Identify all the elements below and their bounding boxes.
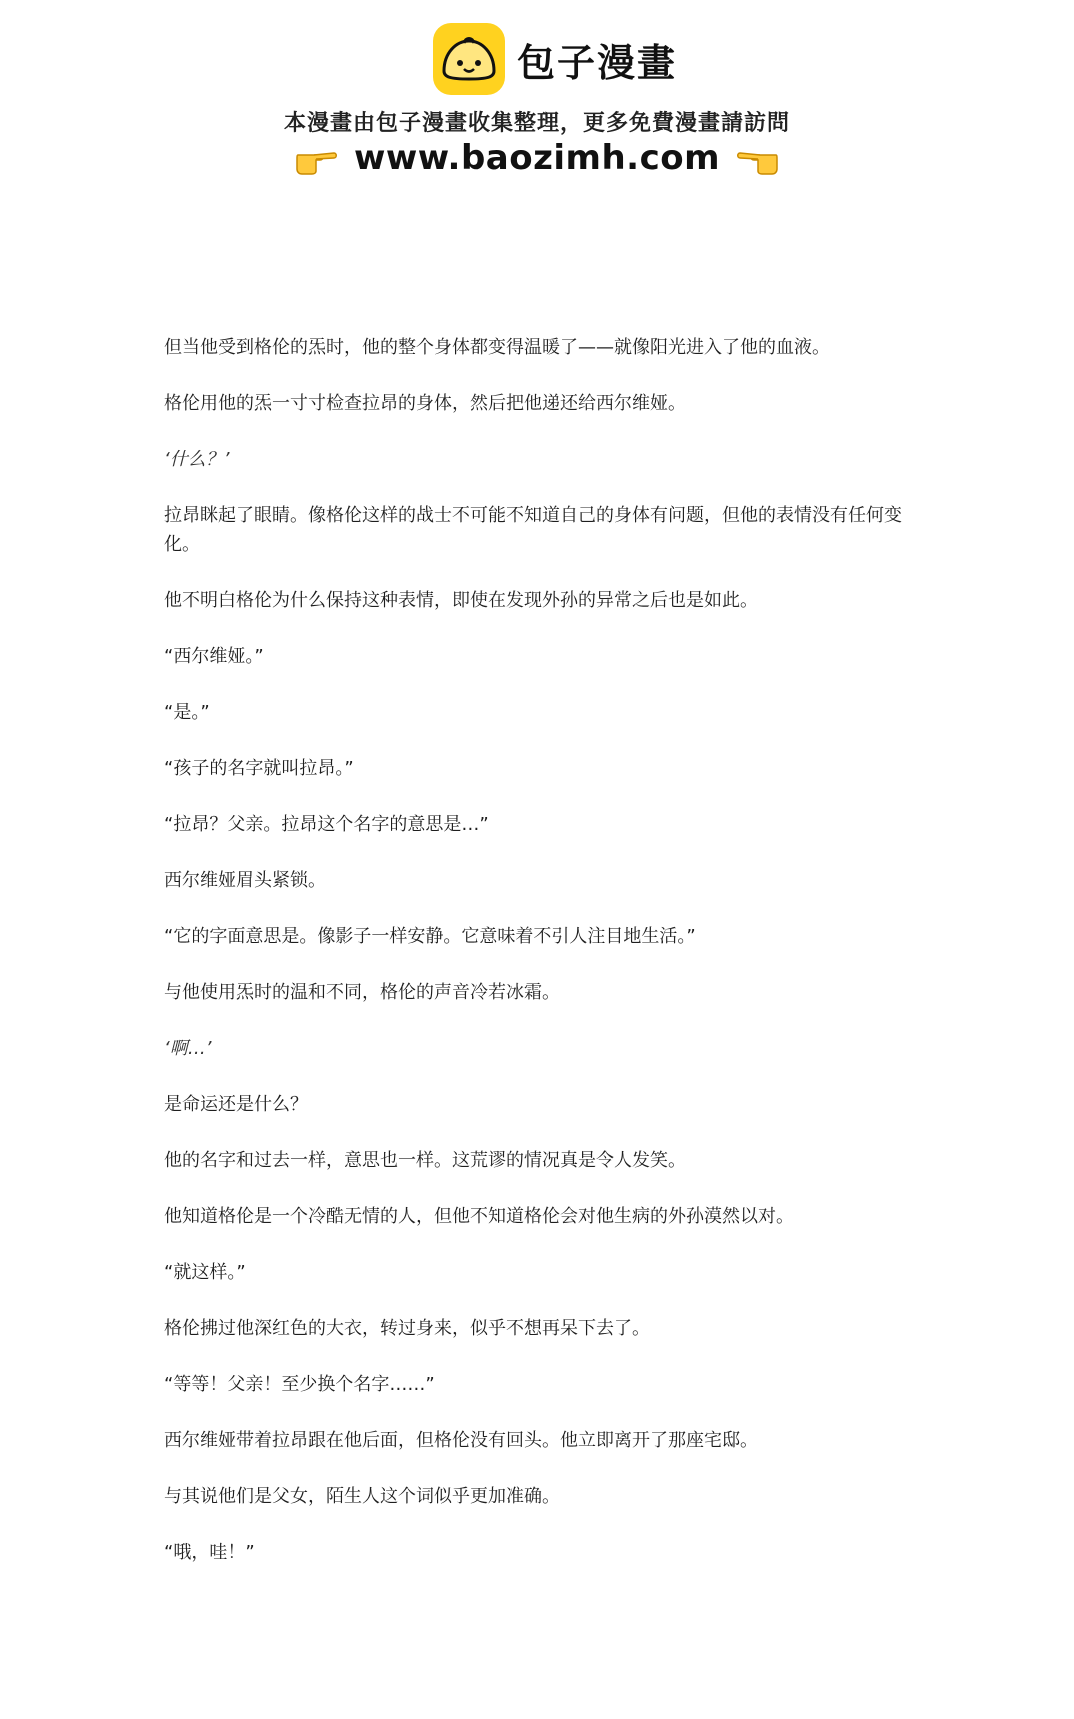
story-paragraph: 与他使用炁时的温和不同，格伦的声音冷若冰霜。 bbox=[164, 982, 560, 1003]
story-paragraph: 但当他受到格伦的炁时，他的整个身体都变得温暖了——就像阳光进入了他的血液。 bbox=[164, 337, 830, 358]
story-paragraph: 格伦用他的炁一寸寸检查拉昂的身体，然后把他递还给西尔维娅。 bbox=[164, 393, 686, 414]
site-url-row bbox=[0, 138, 1074, 178]
story-dialogue: “是。” bbox=[164, 702, 210, 723]
story-paragraph: 西尔维娅眉头紧锁。 bbox=[164, 870, 326, 891]
story-dialogue: “拉昂？父亲。拉昂这个名字的意思是…” bbox=[164, 814, 489, 835]
story-paragraph: 格伦拂过他深红色的大衣，转过身来，似乎不想再呆下去了。 bbox=[164, 1318, 650, 1339]
bun-face-icon bbox=[433, 23, 505, 95]
story-paragraph: 他知道格伦是一个冷酷无情的人，但他不知道格伦会对他生病的外孙漠然以对。 bbox=[164, 1206, 794, 1227]
story-dialogue: “哦，哇！” bbox=[164, 1542, 255, 1563]
story-dialogue: “等等！父亲！至少换个名字……” bbox=[164, 1374, 435, 1395]
pointing-right-hand-icon bbox=[294, 141, 338, 175]
story-dialogue: “它的字面意思是。像影子一样安静。它意味着不引人注目地生活。” bbox=[164, 926, 696, 947]
story-paragraph: 他不明白格伦为什么保持这种表情，即使在发现外孙的异常之后也是如此。 bbox=[164, 590, 758, 611]
brand-name: 包子漫畫 bbox=[517, 40, 678, 85]
story-paragraph: 他的名字和过去一样，意思也一样。这荒谬的情况真是令人发笑。 bbox=[164, 1150, 686, 1171]
story-text bbox=[164, 333, 924, 1567]
site-tagline: 本漫畫由包子漫畫收集整理，更多免費漫畫請訪問 bbox=[283, 111, 790, 136]
pointing-left-hand-icon bbox=[736, 141, 780, 175]
brand[interactable] bbox=[433, 22, 677, 96]
story-thought: ‘啊…’ bbox=[164, 1038, 212, 1059]
site-url-link[interactable]: www.baozimh.com bbox=[353, 138, 721, 178]
story-paragraph: 拉昂眯起了眼睛。像格伦这样的战士不可能不知道自己的身体有问题，但他的表情没有任何变化。 bbox=[164, 505, 902, 555]
story-paragraph: 是命运还是什么？ bbox=[164, 1094, 308, 1115]
site-header bbox=[0, 0, 1074, 200]
story-dialogue: “孩子的名字就叫拉昂。” bbox=[164, 758, 354, 779]
story-paragraph: 与其说他们是父女，陌生人这个词似乎更加准确。 bbox=[164, 1486, 560, 1507]
story-dialogue: “就这样。” bbox=[164, 1262, 246, 1283]
story-dialogue: “西尔维娅。” bbox=[164, 646, 264, 667]
story-thought: ‘什么？’ bbox=[164, 449, 230, 470]
story-paragraph: 西尔维娅带着拉昂跟在他后面，但格伦没有回头。他立即离开了那座宅邸。 bbox=[164, 1430, 758, 1451]
